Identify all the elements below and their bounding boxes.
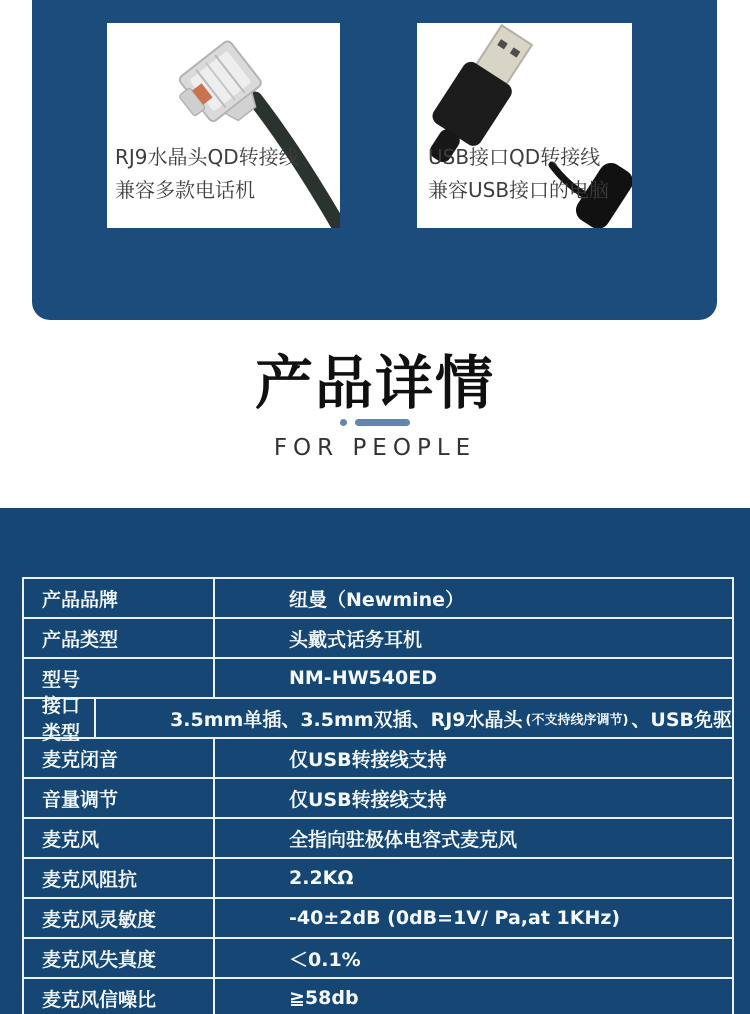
rj9-caption-line2: 兼容多款电话机 (115, 178, 255, 202)
spec-label: 麦克风 (24, 819, 215, 857)
title-divider (340, 419, 410, 426)
spec-row (24, 695, 732, 744)
spec-value-text: 仅USB转接线支持 (289, 748, 447, 771)
spec-row (24, 779, 732, 819)
spec-value-text: 仅USB转接线支持 (289, 788, 447, 811)
spec-row (24, 899, 732, 939)
usb-card-caption (428, 141, 609, 207)
spec-value (215, 579, 732, 617)
spec-value-text: -40±2dB (0dB=1V/ Pa,at 1KHz) (289, 907, 621, 929)
usb-caption-line2: 兼容USB接口的电脑 (428, 178, 610, 202)
spec-label: 麦克风信噪比 (24, 979, 215, 1014)
spec-label: 产品品牌 (24, 579, 215, 617)
spec-value-text: ≧58db (289, 987, 359, 1009)
spec-section (0, 508, 750, 1014)
spec-value (215, 659, 732, 697)
spec-label: 接口类型 (24, 699, 96, 737)
usb-caption-line1: USB接口QD转接线 (428, 145, 601, 169)
spec-value (215, 819, 732, 857)
divider-dot (340, 419, 347, 426)
section-subtitle: FOR PEOPLE (273, 435, 477, 461)
spec-row (24, 739, 732, 779)
divider-bar (355, 419, 410, 426)
spec-value (215, 939, 732, 977)
spec-value-text: ＜0.1% (289, 948, 361, 971)
spec-value-text: 头戴式话务耳机 (289, 628, 423, 651)
spec-value (215, 899, 732, 937)
spec-label: 音量调节 (24, 779, 215, 817)
rj9-cable-card (107, 23, 340, 228)
spec-row (24, 659, 732, 699)
spec-label: 麦克闭音 (24, 739, 215, 777)
spec-row (24, 939, 732, 979)
spec-row (24, 819, 732, 859)
spec-value-text: 2.2KΩ (289, 867, 354, 889)
spec-label: 麦克风失真度 (24, 939, 215, 977)
spec-row (24, 619, 732, 659)
spec-label: 产品类型 (24, 619, 215, 657)
rj9-caption-line1: RJ9水晶头QD转接线 (115, 145, 299, 169)
spec-value (215, 739, 732, 777)
spec-label: 麦克风灵敏度 (24, 899, 215, 937)
spec-value (215, 779, 732, 817)
spec-label: 型号 (24, 659, 215, 697)
spec-row (24, 979, 732, 1014)
spec-value-tail: 、USB免驱 (631, 708, 732, 731)
usb-cable-card (417, 23, 632, 228)
spec-table (22, 577, 734, 1014)
spec-value-text: NM-HW540ED (289, 667, 437, 689)
spec-label: 麦克风阻抗 (24, 859, 215, 897)
spec-row (24, 579, 732, 619)
spec-value (215, 859, 732, 897)
top-banner (32, 0, 717, 320)
spec-value (215, 979, 732, 1014)
spec-row (24, 859, 732, 899)
spec-value-text: 全指向驻极体电容式麦克风 (289, 828, 518, 851)
spec-value-text: 纽曼（Newmine） (289, 588, 465, 611)
spec-value (96, 699, 732, 737)
spec-value-text: 3.5mm单插、3.5mm双插、RJ9水晶头 (170, 708, 523, 731)
section-title: 产品详情 (254, 349, 495, 417)
rj9-card-caption (115, 141, 299, 207)
spec-value-note: (不支持线序调节) (525, 712, 629, 728)
spec-value (215, 619, 732, 657)
